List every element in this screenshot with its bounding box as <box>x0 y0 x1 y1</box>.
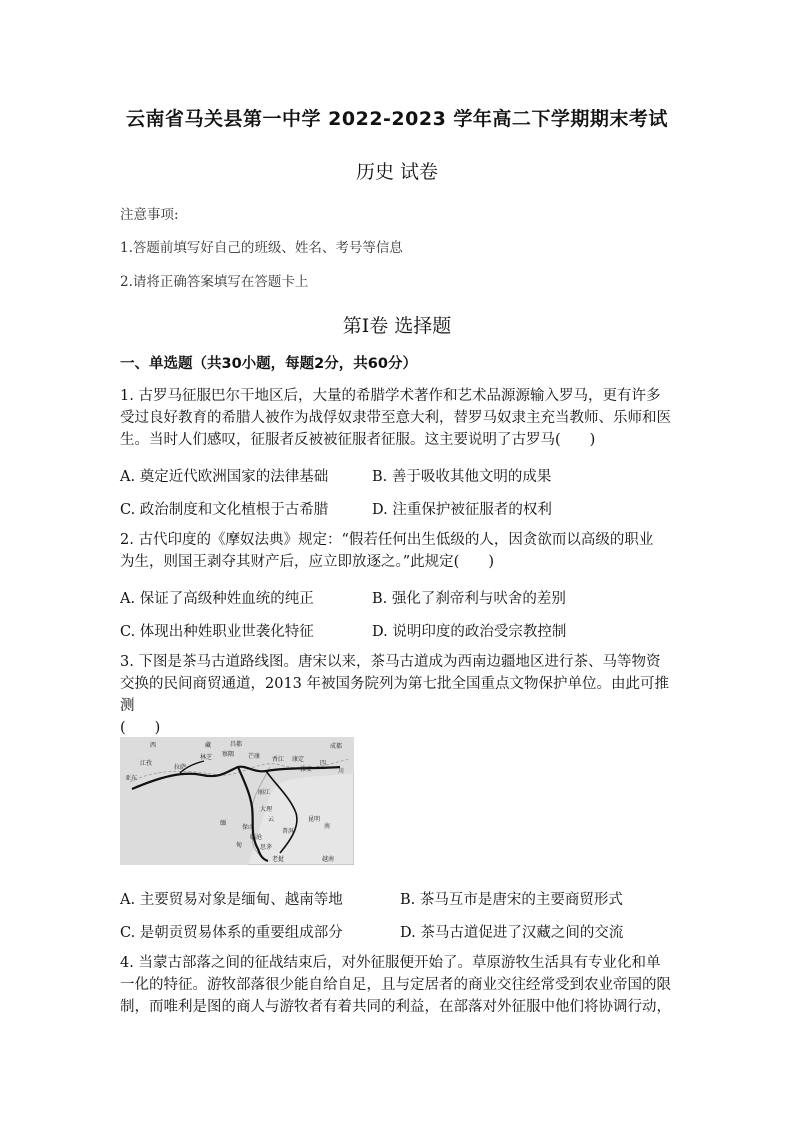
map-label-jiangzi: 江孜 <box>140 760 153 767</box>
map-label-yaan: 雅安 <box>300 766 313 773</box>
question-4-line-3: 制，而唯利是图的商人与游牧者有着共同的利益，在部落对外征服中他们将协调行动， <box>120 999 671 1015</box>
map-label-kangding: 康定 <box>292 756 305 763</box>
question-2-option-b: B. 强化了刹帝利与吠舍的差别 <box>372 591 566 607</box>
question-2-option-c: C. 体现出种姓职业世袭化特征 <box>120 624 314 640</box>
map-label-chayu: 察隅 <box>222 751 235 758</box>
question-1-option-b: B. 善于吸收其他文明的成果 <box>372 469 552 485</box>
map-label-changdu: 昌都 <box>230 741 243 748</box>
question-2-option-d: D. 说明印度的政治受宗教控制 <box>372 624 567 640</box>
part-heading: 一、单选题（共30小题，每题2分，共60分） <box>120 356 417 372</box>
map-label-mian: 缅 <box>220 820 227 827</box>
question-3-line-3: ( ) <box>120 720 161 736</box>
map-label-chuan: 川 <box>338 768 345 775</box>
question-4-line-2: 一化的特征。游牧部落很少能自给自足，且与定居者的商业交往经常受到农业帝国的限 <box>120 977 671 993</box>
map-label-xiangjiang: 香江 <box>272 756 285 763</box>
question-3-line-2: 交换的民间商贸通道，2013 年被国务院列为第七批全国重点文物保护单位。由此可推测 <box>120 676 670 714</box>
map-label-zang: 藏 <box>205 742 212 749</box>
question-4-line-1: 4. 当蒙古部落之间的征战结束后，对外征服便开始了。草原游牧生活具有专业化和单 <box>120 955 661 971</box>
tea-horse-road-map <box>120 737 354 865</box>
section-title: 第Ⅰ卷 选择题 <box>342 315 452 337</box>
map-label-laowo: 老挝 <box>272 856 285 863</box>
question-3-option-a: A. 主要贸易对象是缅甸、越南等地 <box>120 892 343 908</box>
question-3-option-b: B. 茶马互市是唐宋的主要商贸形式 <box>400 892 623 908</box>
notes-item-1: 1.答题前填写好自己的班级、姓名、考号等信息 <box>120 240 403 256</box>
map-label-yun: 云 <box>268 816 275 823</box>
map-label-lasa: 拉萨 <box>174 764 187 771</box>
question-1-option-d: D. 注重保护被征服者的权利 <box>372 502 552 518</box>
map-label-dali: 大理 <box>260 806 273 813</box>
notes-heading: 注意事项: <box>120 207 179 223</box>
map-label-si: 四 <box>320 760 327 767</box>
question-3-option-c: C. 是朝贡贸易体系的重要组成部分 <box>120 925 343 941</box>
map-label-kunming: 昆明 <box>308 816 321 823</box>
exam-title: 云南省马关县第一中学 2022-2023 学年高二下学期期末考试 <box>126 108 668 130</box>
question-3-line-1: 3. 下图是茶马古道路线图。唐宋以来，茶马古道成为西南边疆地区进行茶、马等物资 <box>120 654 661 670</box>
map-label-dian: 甸 <box>236 842 243 849</box>
map-label-puer: 普洱 <box>282 828 295 835</box>
map-label-mangkang: 芒康 <box>248 753 261 760</box>
question-2-option-a: A. 保证了高级种姓血统的纯正 <box>120 591 314 607</box>
map-label-yadong: 亚东 <box>125 775 138 782</box>
exam-subtitle: 历史 试卷 <box>355 161 439 183</box>
question-2 <box>120 529 682 573</box>
question-1-line-3: 生。当时人们感叹，征服者反被被征服者征服。这主要说明了古罗马( ) <box>120 432 596 448</box>
question-1-option-c: C. 政治制度和文化植根于古希腊 <box>120 502 329 518</box>
map-label-yuenan: 越南 <box>322 856 335 863</box>
map-label-simao: 思茅 <box>260 844 273 851</box>
question-2-line-2: 为生，则国王剥夺其财产后，应立即放逐之。”此规定( ) <box>120 554 494 570</box>
map-label-xi: 西 <box>150 742 157 749</box>
question-3-option-d: D. 茶马古道促进了汉藏之间的交流 <box>400 925 624 941</box>
map-label-linzhi: 林芝 <box>200 754 213 761</box>
map-label-baoshan: 保山 <box>242 824 255 831</box>
question-3 <box>120 651 682 739</box>
question-1-line-1: 1. 古罗马征服巴尔干地区后，大量的希腊学术著作和艺术品源源输入罗马，更有许多 <box>120 388 661 404</box>
notes-item-2: 2.请将正确答案填写在答题卡上 <box>120 274 309 290</box>
map-label-lincang: 临沧 <box>250 834 263 841</box>
map-label-lijiang: 丽江 <box>258 789 271 796</box>
question-1-line-2: 受过良好教育的希腊人被作为战俘奴隶带至意大利，替罗马奴隶主充当教师、乐师和医 <box>120 410 671 426</box>
question-4 <box>120 952 682 1018</box>
question-2-line-1: 2. 古代印度的《摩奴法典》规定：“假若任何出生低级的人，因贪欲而以高级的职业 <box>120 532 654 548</box>
question-1 <box>120 385 682 451</box>
map-label-nan: 南 <box>324 823 331 830</box>
question-1-option-a: A. 奠定近代欧洲国家的法律基础 <box>120 469 329 485</box>
map-label-chengdu: 成都 <box>330 743 343 750</box>
